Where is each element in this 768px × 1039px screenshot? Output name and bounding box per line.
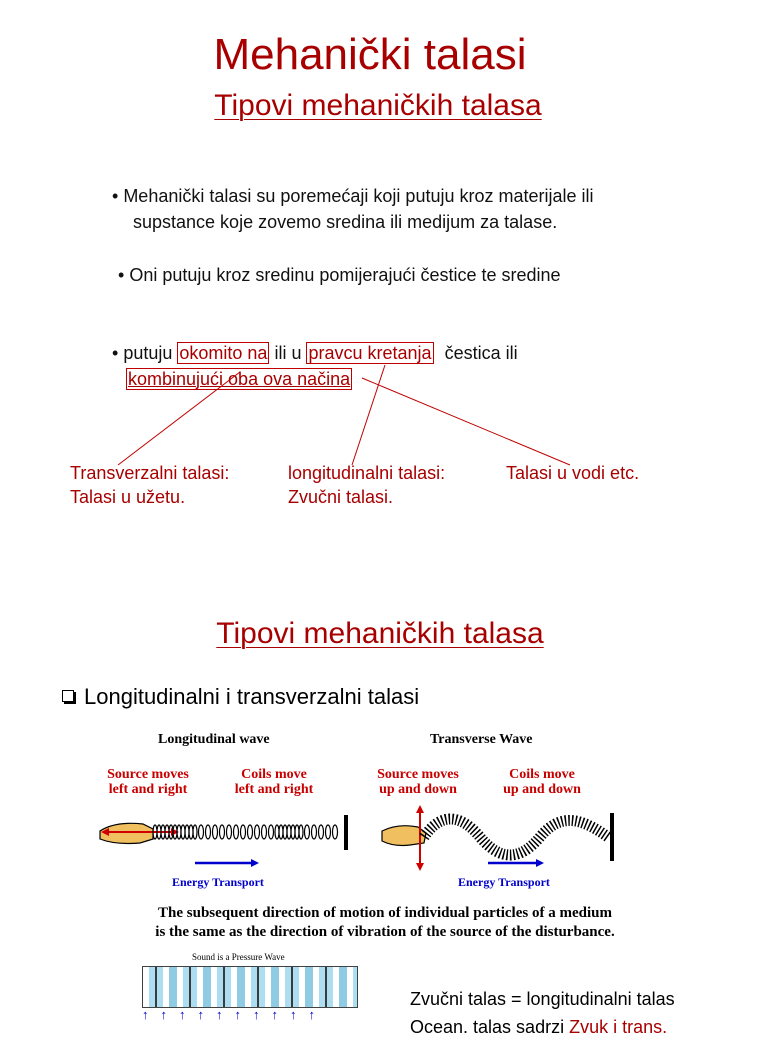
bullet-3-prefix: putuju bbox=[123, 343, 173, 363]
connector-line-water bbox=[362, 378, 570, 465]
sound-pressure-wave-box bbox=[142, 966, 358, 1008]
zvucni-talas-line: Zvučni talas = longitudinalni talas bbox=[410, 989, 675, 1009]
ocean-talas-line: Ocean. talas sadrzi Zvuk i trans. bbox=[410, 1017, 668, 1037]
slide-2-bullet bbox=[62, 683, 419, 711]
label-longitudinal bbox=[288, 461, 445, 509]
boxed-term-direction: pravcu kretanja bbox=[308, 343, 432, 363]
spring-coils bbox=[153, 825, 338, 839]
slide-title: Mehanički talasi bbox=[213, 30, 527, 79]
slide-2-subtitle: Tipovi mehaničkih talasa bbox=[216, 617, 544, 650]
label-transverse-line-1: Transverzalni talasi: bbox=[70, 463, 230, 483]
pressure-arrows: ↑↑↑↑↑↑↑↑↑↑ bbox=[142, 1007, 327, 1022]
boxed-term-combined: kombinujući oba ova načina bbox=[128, 369, 351, 389]
bullet-3: • putuju okomito na ili u pravcu kretanja čestica ili kombinujući oba ova načina bbox=[112, 343, 518, 389]
slide-subtitle: Tipovi mehaničkih talasa bbox=[214, 89, 542, 122]
longitudinal-energy-label: Energy Transport bbox=[172, 875, 264, 889]
connector-line-longitudinal bbox=[352, 365, 385, 465]
transverse-source-caption: Source moves up and down bbox=[377, 767, 459, 797]
figure-caption: The subsequent direction of motion of individual particles of a medium is the same as the direction of vibration of the source of the disturbance. bbox=[155, 905, 615, 940]
bullet-3-suffix: čestica ili bbox=[444, 343, 518, 363]
bullet-2-text: Oni putuju kroz sredinu pomijerajući čestice te sredine bbox=[129, 265, 561, 285]
longitudinal-source-caption: Source moves left and right bbox=[107, 767, 189, 797]
bullet-1-line-2: supstance koje zovemo sredina ili medijum za talase. bbox=[133, 212, 558, 232]
label-longitudinal-line-1: longitudinalni talasi: bbox=[288, 463, 446, 483]
sound-wave-title: Sound is a Pressure Wave bbox=[192, 952, 285, 962]
longitudinal-coils-caption: Coils move left and right bbox=[234, 767, 314, 797]
label-transverse-line-2: Talasi u užetu. bbox=[70, 487, 186, 507]
label-transverse bbox=[70, 461, 229, 509]
longitudinal-spring-diagram bbox=[95, 805, 365, 870]
bullet-3-mid: ili u bbox=[274, 343, 302, 363]
label-longitudinal-line-2: Zvučni talasi. bbox=[288, 487, 394, 507]
bullet-1-line-1: Mehanički talasi su poremećaji koji putuju kroz materijale ili bbox=[123, 186, 594, 206]
transverse-spring-diagram bbox=[380, 803, 620, 873]
longitudinal-wave-title: Longitudinal wave bbox=[158, 732, 270, 747]
checkbox-bullet-icon bbox=[62, 690, 74, 702]
transverse-wave-title: Transverse Wave bbox=[430, 732, 533, 747]
transverse-coils-caption: Coils move up and down bbox=[503, 767, 581, 797]
boxed-term-perpendicular: okomito na bbox=[179, 343, 268, 363]
connector-line-transverse bbox=[118, 372, 240, 465]
wave-spring bbox=[424, 819, 608, 855]
label-water-line-1: Talasi u vodi etc. bbox=[506, 463, 640, 483]
bullet-2: • Oni putuju kroz sredinu pomijerajući čestice te sredine bbox=[118, 265, 561, 285]
slide-2-bullet-text: Longitudinalni i transverzalni talasi bbox=[84, 684, 420, 709]
transverse-energy-label: Energy Transport bbox=[458, 875, 550, 889]
bullet-1: • Mehanički talasi su poremećaji koji putuju kroz materijale ili supstance koje zovemo sredina ili medijum za talase. bbox=[112, 183, 752, 235]
label-water bbox=[506, 461, 639, 485]
